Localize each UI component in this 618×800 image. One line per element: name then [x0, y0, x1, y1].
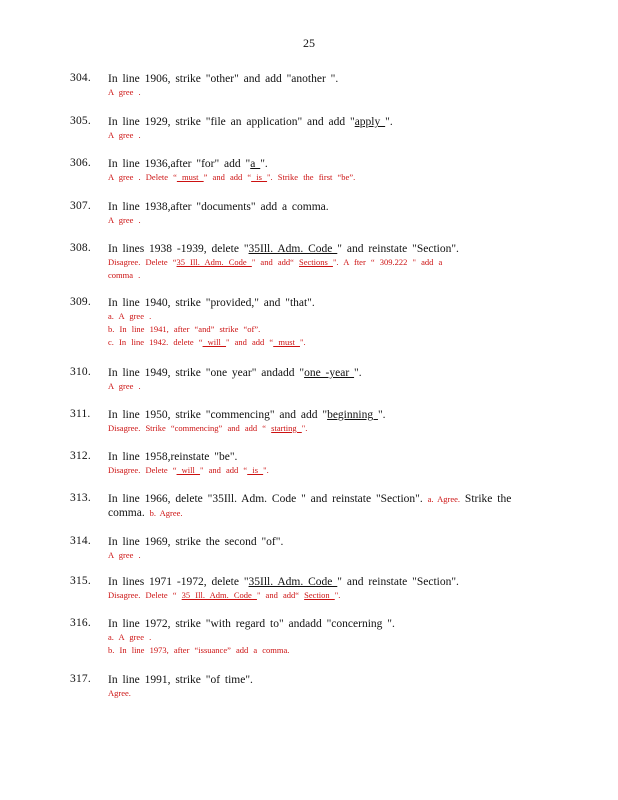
item-reply: Disagree. Delete “35 Ill. Adm. Code " and add“ Sections ". A fter “ 309.222 " add a	[108, 257, 443, 267]
item-text: In line 1906, strike "other" and add "another ". A gree .	[108, 72, 548, 99]
item-reply: A gree .	[108, 130, 141, 140]
page-number: 25	[303, 36, 315, 50]
item-reply: Disagree. Strike “commencing” and add “ starting ".	[108, 423, 308, 433]
item-text: In lines 1938 -1939, delete "35Ill. Adm. Code " and reinstate "Section". Disagree. Delete “35 Ill. Adm. Code " and add“ Sections ". A fter “ 309.222 " add a comma .	[108, 242, 563, 282]
item-reply-b: b. Agree.	[149, 508, 183, 518]
item-text: In line 1938,after "documents" add a comma. A gree .	[108, 200, 548, 227]
item-reply-a: a. A gree .	[108, 632, 152, 642]
item-text: In line 1936,after "for" add "a ". A gree . Delete “ must ” and add “ is ". Strike the first “be”.	[108, 157, 548, 184]
item-reply: A gree . Delete “ must ” and add “ is ". Strike the first “be”.	[108, 172, 356, 182]
item-reply: Disagree. Delete “ will " and add “ is ".	[108, 465, 269, 475]
item-text: In line 1949, strike "one year" andadd "one -year ". A gree .	[108, 366, 548, 393]
item-reply: A gree .	[108, 381, 141, 391]
item-number: 316.	[70, 617, 91, 629]
item-text: In line 1950, strike "commencing" and add "beginning ". Disagree. Strike “commencing” and add “ starting ".	[108, 408, 548, 435]
item-text: In line 1958,reinstate "be". Disagree. Delete “ will " and add “ is ".	[108, 450, 548, 477]
item-text: In line 1969, strike the second "of". A gree .	[108, 535, 548, 562]
item-number: 307.	[70, 200, 91, 212]
item-text: In line 1940, strike "provided," and "that". a. A gree . b. In line 1941, after “and” strike “of”. c. In line 1942. delete “ will " and add “ must ".	[108, 296, 548, 349]
item-text: In line 1929, strike "file an application" and add "apply ". A gree .	[108, 115, 548, 142]
item-reply: A gree .	[108, 215, 141, 225]
item-number: 306.	[70, 157, 91, 169]
item-number: 317.	[70, 673, 91, 685]
item-number: 314.	[70, 535, 91, 547]
item-number: 304.	[70, 72, 91, 84]
item-number: 309.	[70, 296, 91, 308]
item-text: In line 1966, delete "35Ill. Adm. Code " and reinstate "Section". a. Agree. Strike the comma. b. Agree.	[108, 493, 512, 519]
item-number: 313.	[70, 492, 91, 504]
item-reply-c: c. In line 1942. delete “ will " and add “ must ".	[108, 337, 306, 347]
item-reply: Agree.	[108, 688, 131, 698]
item-number: 308.	[70, 242, 91, 254]
item-number: 315.	[70, 575, 91, 587]
item-reply-a: a. Agree.	[427, 494, 461, 504]
item-number: 305.	[70, 115, 91, 127]
item-reply: A gree .	[108, 550, 141, 560]
item-number: 310.	[70, 366, 91, 378]
item-number: 311.	[70, 408, 91, 420]
item-text: In lines 1971 -1972, delete "35Ill. Adm. Code " and reinstate "Section". Disagree. Delete “ 35 Ill. Adm. Code " and add“ Section ".	[108, 575, 548, 602]
item-text: In line 1991, strike "of time". Agree.	[108, 673, 548, 700]
item-reply: Disagree. Delete “ 35 Ill. Adm. Code " and add“ Section ".	[108, 590, 341, 600]
item-reply-continued: comma .	[108, 270, 141, 280]
item-reply: A gree .	[108, 87, 141, 97]
item-reply-a: a. A gree .	[108, 311, 152, 321]
item-reply-b: b. In line 1973, after “issuance” add a comma.	[108, 645, 290, 655]
item-text: In line 1972, strike "with regard to" andadd "concerning ". a. A gree . b. In line 1973, after “issuance” add a comma.	[108, 617, 548, 657]
item-number: 312.	[70, 450, 91, 462]
item-reply-b: b. In line 1941, after “and” strike “of”.	[108, 324, 261, 334]
